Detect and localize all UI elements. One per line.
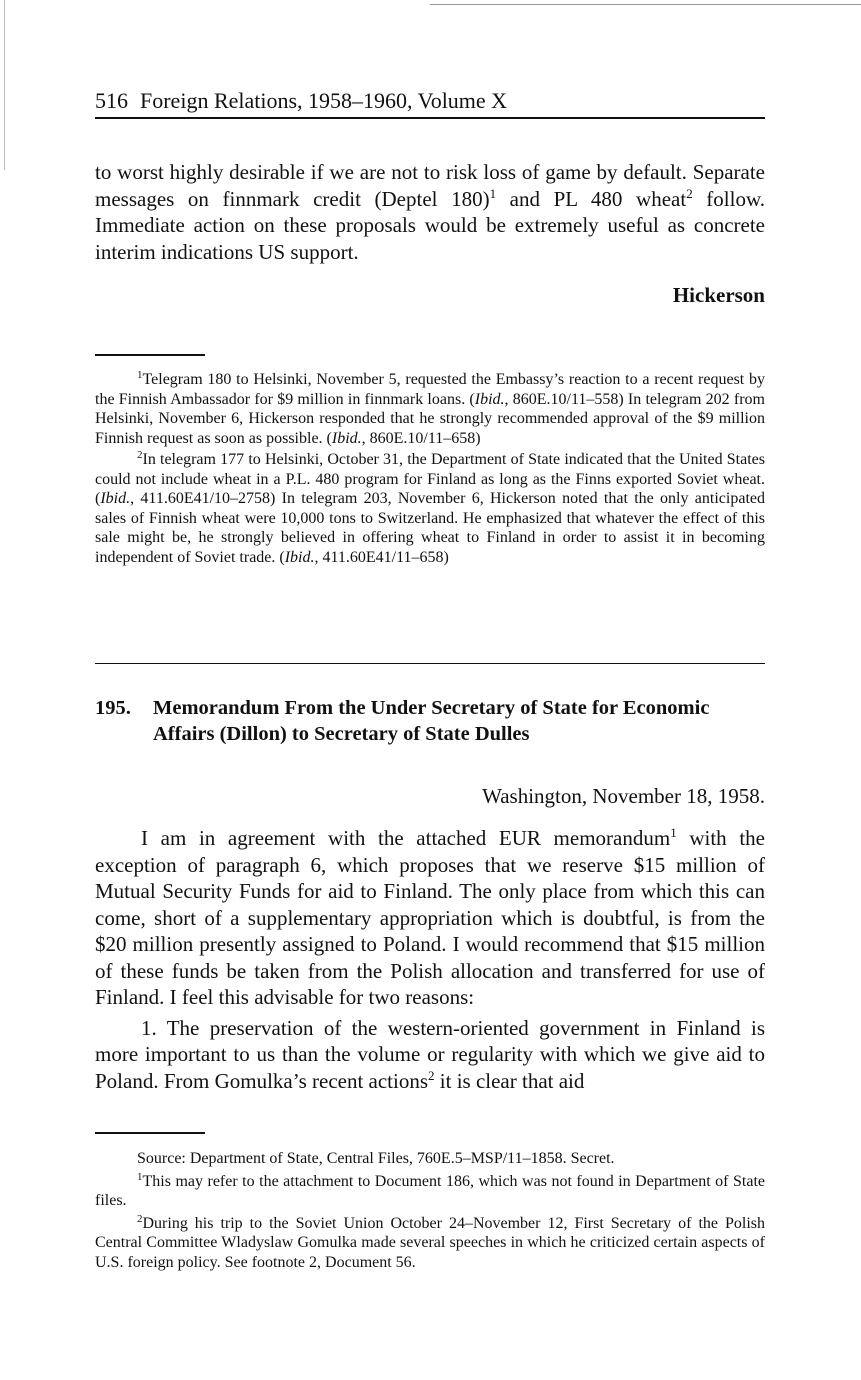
source-note: Source: Department of State, Central Files, 760E.5–MSP/11–1858. Secret. (137, 1150, 615, 1167)
continuation-paragraph: to worst highly desirable if we are not to risk loss of game by default. Separate messages on finnmark credit (Deptel 180)$^1$ and PL 480 wheat$^2$ follow. Immediate action on these proposals would be extremely useful as concrete interim indications US support. (95, 160, 766, 264)
left-edge-mark (4, 0, 5, 170)
running-head-title: Foreign Relations, 1958–1960, Volume X (140, 88, 508, 113)
document-heading (95, 695, 765, 747)
footnote-rule (95, 1132, 205, 1134)
document-page (95, 86, 765, 1272)
footnote-rule (95, 354, 205, 356)
previous-footnotes (95, 370, 765, 567)
paragraph-1: I am in agreement with the attached EUR memorandum$^1$ with the exception of paragraph 6, which proposes that we reserve $15 million of Mutual Security Funds for aid to Finland. The only place from which this can come, short of a supplementary appropriation which is doubtful, is from the $20 million presently assigned to Poland. I would recommend that $15 million of these funds be taken from the Polish allocation and transferred for use of Finland. I feel this advisable for two reasons: (95, 825, 765, 1009)
document-separator (95, 663, 765, 664)
document-footnotes (95, 1149, 765, 1272)
footnote-2: $^2$During his trip to the Soviet Union October 24–November 12, First Secretary of the Polish Central Committee Wladyslaw Gomulka made several speeches in which he criticized certain aspects of U.S. foreign policy. See footnote 2, Document 56. (95, 1212, 765, 1271)
document-title: Memorandum From the Under Secretary of State for Economic Affairs (Dillon) to Secretary of State Dulles (153, 697, 710, 745)
footnote-1: $^1$This may refer to the attachment to Document 186, which was not found in Department of State files. (95, 1170, 765, 1209)
top-edge-rule (430, 4, 861, 5)
running-head (95, 86, 765, 119)
page-number: 516 (95, 88, 128, 113)
signature: Hickerson (672, 283, 765, 307)
document-number: 195. (95, 697, 131, 719)
footnote-ref: 2 (686, 185, 693, 201)
footnote-ref: 1 (670, 825, 677, 840)
footnote-ref: 2 (428, 1067, 435, 1083)
memorandum-body (95, 825, 765, 1094)
footnote-1: $^1$Telegram 180 to Helsinki, November 5, requested the Embassy’s reaction to a recent request by the Finnish Ambassador for $9 million in finnmark loans. (Ibid., 860E.10/11–558) In telegram 202 from Helsinki, November 6, Hickerson responded that he strongly recommended approval of the $9 million Finnish request as soon as possible. (Ibid., 860E.10/11–658) (95, 369, 765, 447)
dateline: Washington, November 18, 1958. (482, 784, 765, 808)
footnote-2: $^2$In telegram 177 to Helsinki, October 31, the Department of State indicated that the United States could not include wheat in a P.L. 480 program for Finland as long as the Finns exported Soviet wheat. (Ibid., 411.60E41/10–2758) In telegram 203, November 6, Hickerson noted that the only anticipated sales of Finnish wheat were 10,000 tons to Switzerland. He emphasized that whatever the effect of this sale might be, he strongly believed in offering wheat to Finland in order to assist it in becoming independent of Soviet trade. (Ibid., 411.60E41/11–658) (95, 449, 765, 566)
paragraph-2: 1. The preservation of the western-oriented government in Finland is more important to us than the volume or regularity with which we give aid to Poland. From Gomulka’s recent actions$^2$ it is clear that aid (95, 1015, 765, 1093)
footnote-ref: 1 (489, 185, 497, 201)
